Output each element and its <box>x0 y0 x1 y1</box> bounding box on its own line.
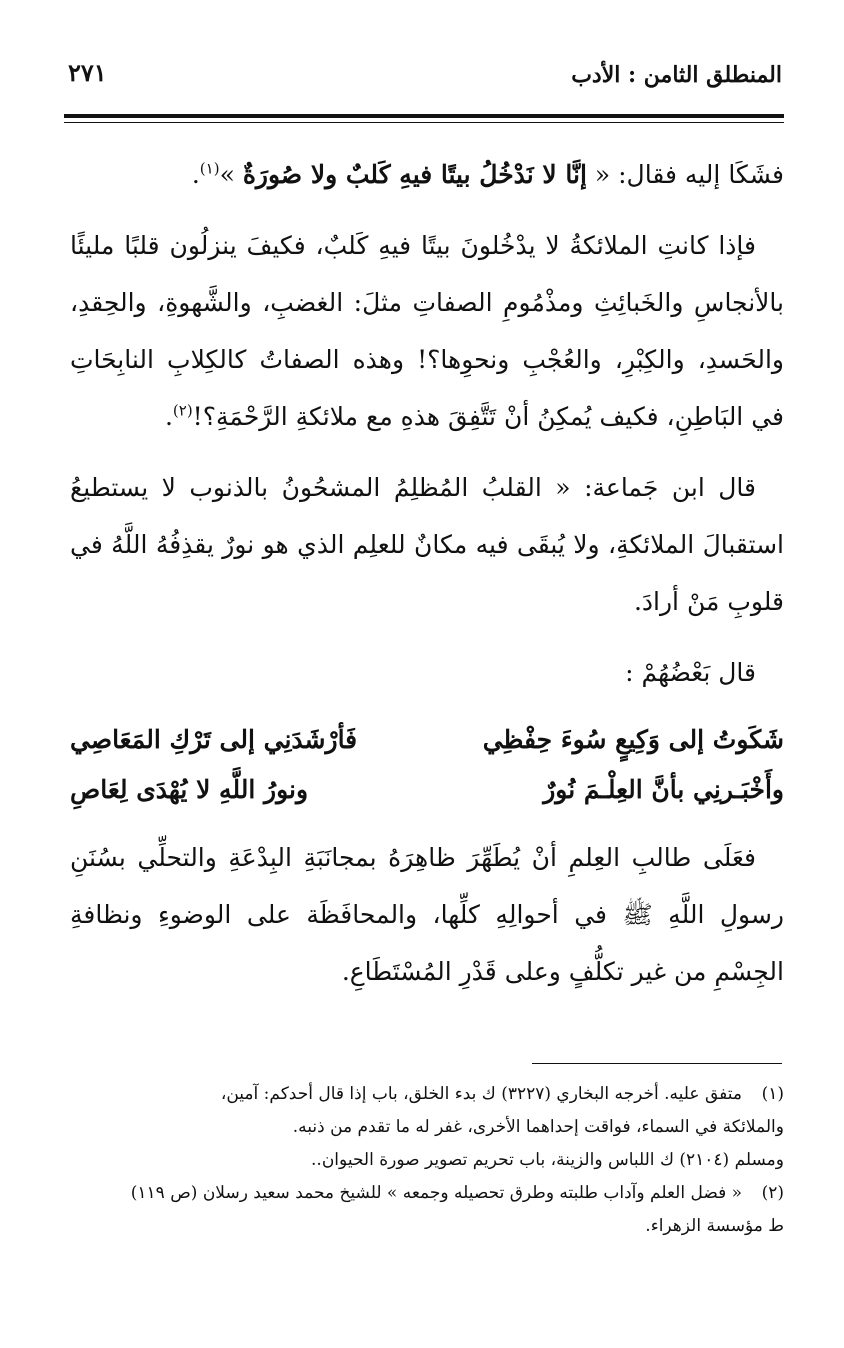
quote-close: » <box>219 160 243 189</box>
poem-hemistich-second: ونورُ اللَّهِ لا يُهْدَى لِعَاصِ <box>70 775 309 804</box>
poem-hemistich-second: فَأرْشَدَنِي إلى تَرْكِ المَعَاصِي <box>70 725 358 754</box>
paragraph-angels <box>70 217 784 445</box>
footnote-line: ط مؤسسة الزهراء. <box>645 1216 784 1236</box>
footnote-line: « فضل العلم وآداب طلبته وطرق تحصيله وجمعه » للشيخ محمد سعيد رسلان (ص ١١٩) <box>130 1183 742 1203</box>
footnote-2 <box>64 1177 784 1243</box>
header-double-rule <box>64 114 784 123</box>
main-text <box>70 146 784 1014</box>
hadith-quote: إنَّا لا نَدْخُلُ بيتًا فيهِ كَلبٌ ولا صُورَةٌ <box>242 160 587 189</box>
paragraph-text: قال ابن جَماعة: « القلبُ المُظلِمُ المشحُونُ بالذنوب لا يستطيعُ استقبالَ الملائكةِ، ولا يُبقَى فيه مكانٌ للعلِم الذي هو نورٌ يقذِفُهُ اللَّهُ في قلوبِ مَنْ أرادَ. <box>70 473 784 616</box>
poem-hemistich-first: وأَخْبَـرنِي بأنَّ العِلْـمَ نُورٌ <box>543 775 784 804</box>
footnote-line: ومسلم (٢١٠٤) ك اللباس والزينة، باب تحريم تصوير صورة الحيوان.. <box>311 1150 784 1170</box>
page-number: ٢٧١ <box>68 58 107 87</box>
paragraph-text: قال بَعْضُهُمْ : <box>625 658 756 687</box>
footnote-number: (١) <box>761 1084 784 1104</box>
footnote-ref-2[interactable]: (٢) <box>172 401 193 420</box>
page-header <box>68 58 782 98</box>
paragraph-text: فعَلَى طالبِ العِلمِ أنْ يُطَهِّرَ ظاهِرَهُ بمجانَبَةِ البِدْعَةِ والتحلِّي بسُنَنِ رسولِ اللَّهِ ﷺ في أحوالِهِ كلِّها، والمحافَظَة على الوضوءِ ونظافةِ الجِسْمِ من غير تكلُّفٍ وعلى قَدْرِ المُسْتَطَاعِ. <box>70 843 784 986</box>
footnote-line: والملائكة في السماء، فواقت إحداهما الأخرى، غفر له ما تقدم من ذنبه. <box>292 1117 784 1137</box>
sentence-end: . <box>191 160 200 189</box>
paragraph-ibn-jamaa <box>70 459 784 630</box>
paragraph-hadith-quote <box>70 146 784 203</box>
poem-hemistich-first: شَكَوتُ إلى وَكِيعٍ سُوءَ حِفْظِي <box>482 725 784 754</box>
paragraph-lead: فشَكَا إليه فقال: « <box>586 160 784 189</box>
paragraph-poem-intro <box>70 644 784 701</box>
paragraph-text: فإذا كانتِ الملائكةُ لا يدْخُلونَ بيتًا فيهِ كَلبٌ، فكيفَ ينزلُون قلبًا مليئًا بالأنجاسِ والخَبائِثِ ومذْمُومِ الصفاتِ مثلَ: الغضبِ، والشَّهوةِ، والحِقدِ، والحَسدِ، والكِبْرِ، والعُجْبِ ونحوِها؟! وهذه الصفاتُ كالكِلابِ النابِحَاتِ في البَاطِنِ، فكيف يُمكِنُ أنْ تَتَّفِقَ هذهِ مع ملائكةِ الرَّحْمَةِ؟! <box>70 231 784 431</box>
footnote-body <box>64 1177 784 1243</box>
sentence-end: . <box>164 402 173 431</box>
footnote-1 <box>64 1078 784 1177</box>
poem <box>70 715 784 815</box>
footnote-separator <box>532 1063 782 1064</box>
poem-verse-1 <box>70 715 784 765</box>
running-title: المنطلق الثامن : الأدب <box>571 62 782 88</box>
footnote-ref-1[interactable]: (١) <box>199 159 220 178</box>
footnote-line: متفق عليه. أخرجه البخاري (٣٢٢٧) ك بدء الخلق، باب إذا قال أحدكم: آمين، <box>220 1084 742 1104</box>
poem-verse-2 <box>70 765 784 815</box>
footnote-body <box>64 1078 784 1177</box>
footnote-number: (٢) <box>761 1183 784 1203</box>
footnotes <box>64 1078 784 1243</box>
paragraph-conclusion <box>70 829 784 1000</box>
